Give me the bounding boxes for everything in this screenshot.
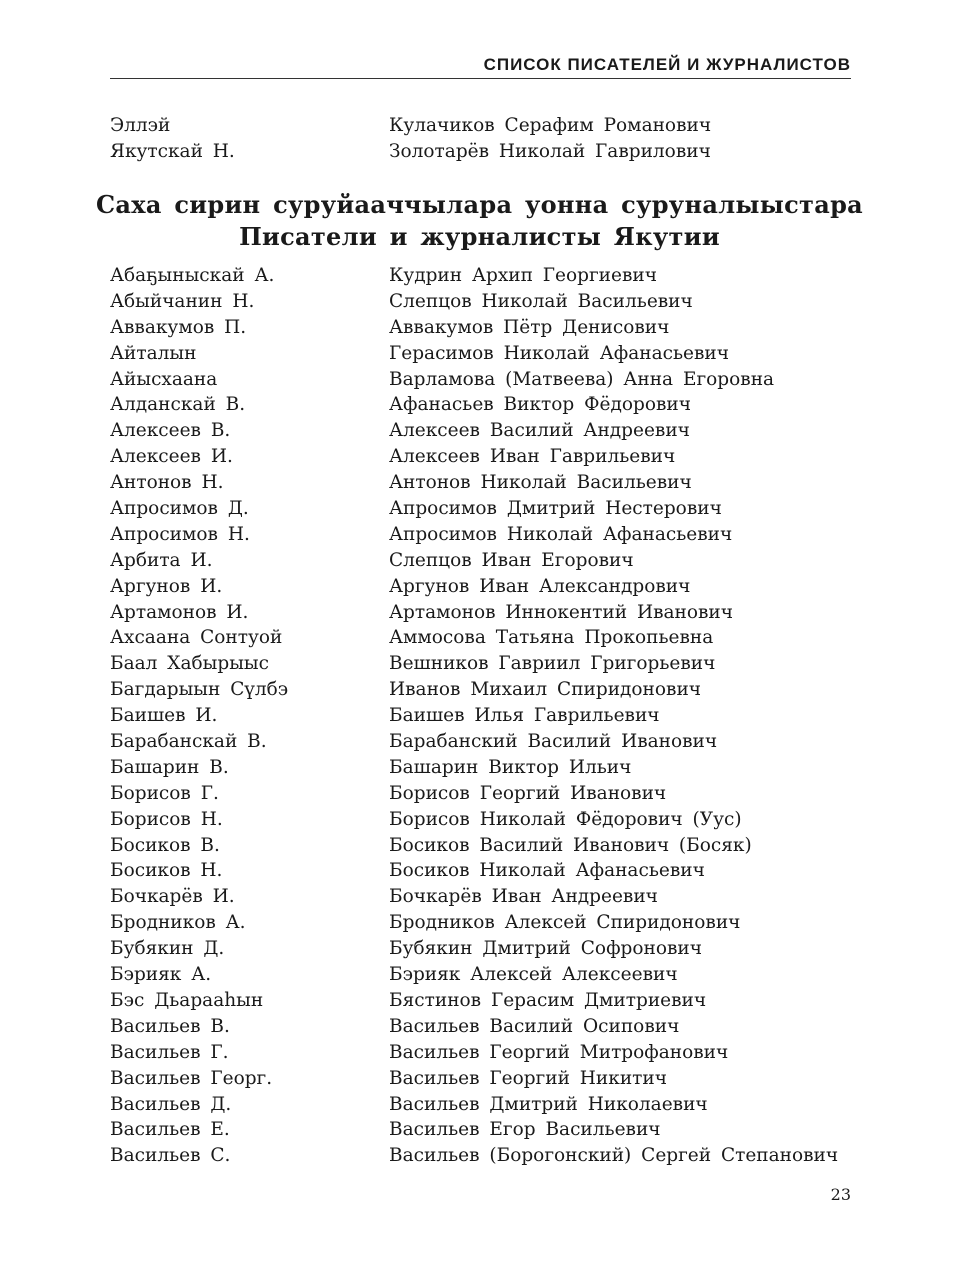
full-name: Алексеев Иван Гаврильевич bbox=[389, 446, 676, 468]
full-name: Апросимов Николай Афанасьевич bbox=[389, 523, 733, 545]
full-name: Аввакумов Пётр Денисович bbox=[389, 316, 670, 338]
pseudonym: Алексеев И. bbox=[110, 446, 233, 468]
writer-list bbox=[110, 263, 851, 1169]
list-item bbox=[110, 263, 851, 289]
pseudonym: Бэрияк А. bbox=[110, 964, 212, 986]
list-item bbox=[110, 1117, 851, 1143]
full-name: Васильев (Борогонский) Сергей Степанович bbox=[389, 1145, 839, 1167]
list-item bbox=[110, 341, 851, 367]
pseudonym: Борисов Г. bbox=[110, 782, 219, 804]
pseudonym: Айталын bbox=[110, 342, 197, 364]
full-name: Слепцов Иван Егорович bbox=[389, 549, 634, 571]
list-item bbox=[110, 367, 851, 393]
full-name: Васильев Егор Васильевич bbox=[389, 1119, 661, 1141]
pseudonym: Баишев И. bbox=[110, 705, 218, 727]
full-name: Золотарёв Николай Гаврилович bbox=[389, 141, 711, 162]
list-item bbox=[110, 315, 851, 341]
full-name: Борисов Николай Фёдорович (Уус) bbox=[389, 808, 742, 830]
pseudonym: Абаҕыныскай А. bbox=[110, 265, 275, 286]
pseudonym: Апросимов Д. bbox=[110, 498, 249, 520]
list-item bbox=[110, 807, 851, 833]
list-item bbox=[110, 600, 851, 626]
full-name: Васильев Дмитрий Николаевич bbox=[389, 1093, 708, 1115]
full-name: Иванов Михаил Спиридонович bbox=[389, 679, 702, 701]
list-item bbox=[110, 418, 851, 444]
pseudonym: Бродников А. bbox=[110, 912, 246, 934]
pseudonym: Васильев В. bbox=[110, 1015, 230, 1037]
full-name: Герасимов Николай Афанасьевич bbox=[389, 342, 729, 364]
list-item bbox=[110, 833, 851, 859]
pseudonym: Васильев Д. bbox=[110, 1093, 232, 1115]
pseudonym: Эллэй bbox=[110, 115, 171, 136]
pseudonym: Антонов Н. bbox=[110, 472, 224, 494]
section-heading-russian: Писатели и журналисты Якутии bbox=[239, 222, 720, 251]
list-item bbox=[110, 522, 851, 548]
list-item bbox=[110, 289, 851, 315]
full-name: Варламова (Матвеева) Анна Егоровна bbox=[389, 368, 775, 390]
full-name: Борисов Георгий Иванович bbox=[389, 782, 667, 804]
pseudonym: Ахсаана Сонтуой bbox=[110, 627, 283, 649]
list-item bbox=[110, 1143, 851, 1169]
pseudonym: Бубякин Д. bbox=[110, 938, 225, 960]
full-name: Слепцов Николай Васильевич bbox=[389, 290, 693, 312]
list-item bbox=[110, 677, 851, 703]
list-item bbox=[110, 548, 851, 574]
full-name: Кулачиков Серафим Романович bbox=[389, 115, 712, 136]
full-name: Васильев Георгий Никитич bbox=[389, 1067, 667, 1089]
full-name: Апросимов Дмитрий Нестерович bbox=[389, 498, 722, 520]
pseudonym: Баал Хабырыыс bbox=[110, 653, 270, 675]
full-name: Аммосова Татьяна Прокопьевна bbox=[389, 627, 714, 649]
full-name: Кудрин Архип Георгиевич bbox=[389, 265, 657, 286]
pseudonym: Бочкарёв И. bbox=[110, 886, 235, 908]
full-name: Васильев Василий Осипович bbox=[389, 1015, 680, 1037]
list-item bbox=[110, 1092, 851, 1118]
list-item bbox=[110, 574, 851, 600]
pseudonym: Алексеев В. bbox=[110, 420, 231, 442]
full-name: Босиков Николай Афанасьевич bbox=[389, 860, 705, 882]
list-item bbox=[110, 884, 851, 910]
pseudonym: Апросимов Н. bbox=[110, 523, 250, 545]
pseudonym: Васильев Георг. bbox=[110, 1067, 273, 1089]
section-heading bbox=[0, 189, 959, 253]
pseudonym: Барабанскай В. bbox=[110, 731, 267, 753]
section-heading-yakut: Саха сирин суруйааччылара уонна суруналыыстара bbox=[95, 190, 863, 219]
pseudonym: Абыйчанин Н. bbox=[110, 290, 255, 312]
list-item bbox=[110, 858, 851, 884]
list-item bbox=[110, 625, 851, 651]
full-name: Бястинов Герасим Дмитриевич bbox=[389, 989, 707, 1011]
full-name: Вешников Гавриил Григорьевич bbox=[389, 653, 716, 675]
list-item bbox=[110, 988, 851, 1014]
pseudonym: Башарин В. bbox=[110, 756, 229, 778]
list-item bbox=[110, 651, 851, 677]
pseudonym: Бэс Дьарааһын bbox=[110, 989, 264, 1011]
list-item bbox=[110, 936, 851, 962]
page-number: 23 bbox=[830, 1185, 851, 1204]
full-name: Башарин Виктор Ильич bbox=[389, 756, 632, 778]
list-item bbox=[110, 781, 851, 807]
full-name: Антонов Николай Васильевич bbox=[389, 472, 692, 494]
pseudonym: Борисов Н. bbox=[110, 808, 223, 830]
full-name: Васильев Георгий Митрофанович bbox=[389, 1041, 729, 1063]
pseudonym: Якутскай Н. bbox=[110, 141, 235, 162]
list-item bbox=[110, 729, 851, 755]
list-item bbox=[110, 470, 851, 496]
full-name: Алексеев Василий Андреевич bbox=[389, 420, 690, 442]
pseudonym: Васильев Е. bbox=[110, 1119, 230, 1141]
list-item bbox=[110, 392, 851, 418]
pseudonym: Васильев Г. bbox=[110, 1041, 229, 1063]
header-rule bbox=[110, 78, 851, 79]
running-head: СПИСОК ПИСАТЕЛЕЙ И ЖУРНАЛИСТОВ bbox=[483, 55, 851, 74]
list-item bbox=[110, 139, 851, 165]
pseudonym: Босиков В. bbox=[110, 834, 220, 856]
full-name: Бэрияк Алексей Алексеевич bbox=[389, 964, 678, 986]
list-item bbox=[110, 113, 851, 139]
pseudonym: Аввакумов П. bbox=[110, 316, 247, 338]
pseudonym: Алданскай В. bbox=[110, 394, 246, 416]
full-name: Бочкарёв Иван Андреевич bbox=[389, 886, 658, 908]
pseudonym: Босиков Н. bbox=[110, 860, 223, 882]
pseudonym: Багдарыын Сүлбэ bbox=[110, 679, 289, 701]
top-entry-list bbox=[110, 113, 851, 165]
list-item bbox=[110, 1066, 851, 1092]
list-item bbox=[110, 962, 851, 988]
pseudonym: Айысхаана bbox=[110, 368, 218, 390]
list-item bbox=[110, 1040, 851, 1066]
list-item bbox=[110, 703, 851, 729]
list-item bbox=[110, 444, 851, 470]
list-item bbox=[110, 496, 851, 522]
pseudonym: Васильев С. bbox=[110, 1145, 231, 1167]
full-name: Баишев Илья Гаврильевич bbox=[389, 705, 660, 727]
list-item bbox=[110, 755, 851, 781]
full-name: Бродников Алексей Спиридонович bbox=[389, 912, 741, 934]
full-name: Аргунов Иван Александрович bbox=[389, 575, 691, 597]
pseudonym: Аргунов И. bbox=[110, 575, 223, 597]
list-item bbox=[110, 1014, 851, 1040]
full-name: Босиков Василий Иванович (Босяк) bbox=[389, 834, 752, 856]
full-name: Артамонов Иннокентий Иванович bbox=[389, 601, 733, 623]
full-name: Барабанский Василий Иванович bbox=[389, 731, 718, 753]
list-item bbox=[110, 910, 851, 936]
pseudonym: Артамонов И. bbox=[110, 601, 249, 623]
pseudonym: Арбита И. bbox=[110, 549, 213, 571]
full-name: Афанасьев Виктор Фёдорович bbox=[389, 394, 691, 416]
full-name: Бубякин Дмитрий Софронович bbox=[389, 938, 702, 960]
